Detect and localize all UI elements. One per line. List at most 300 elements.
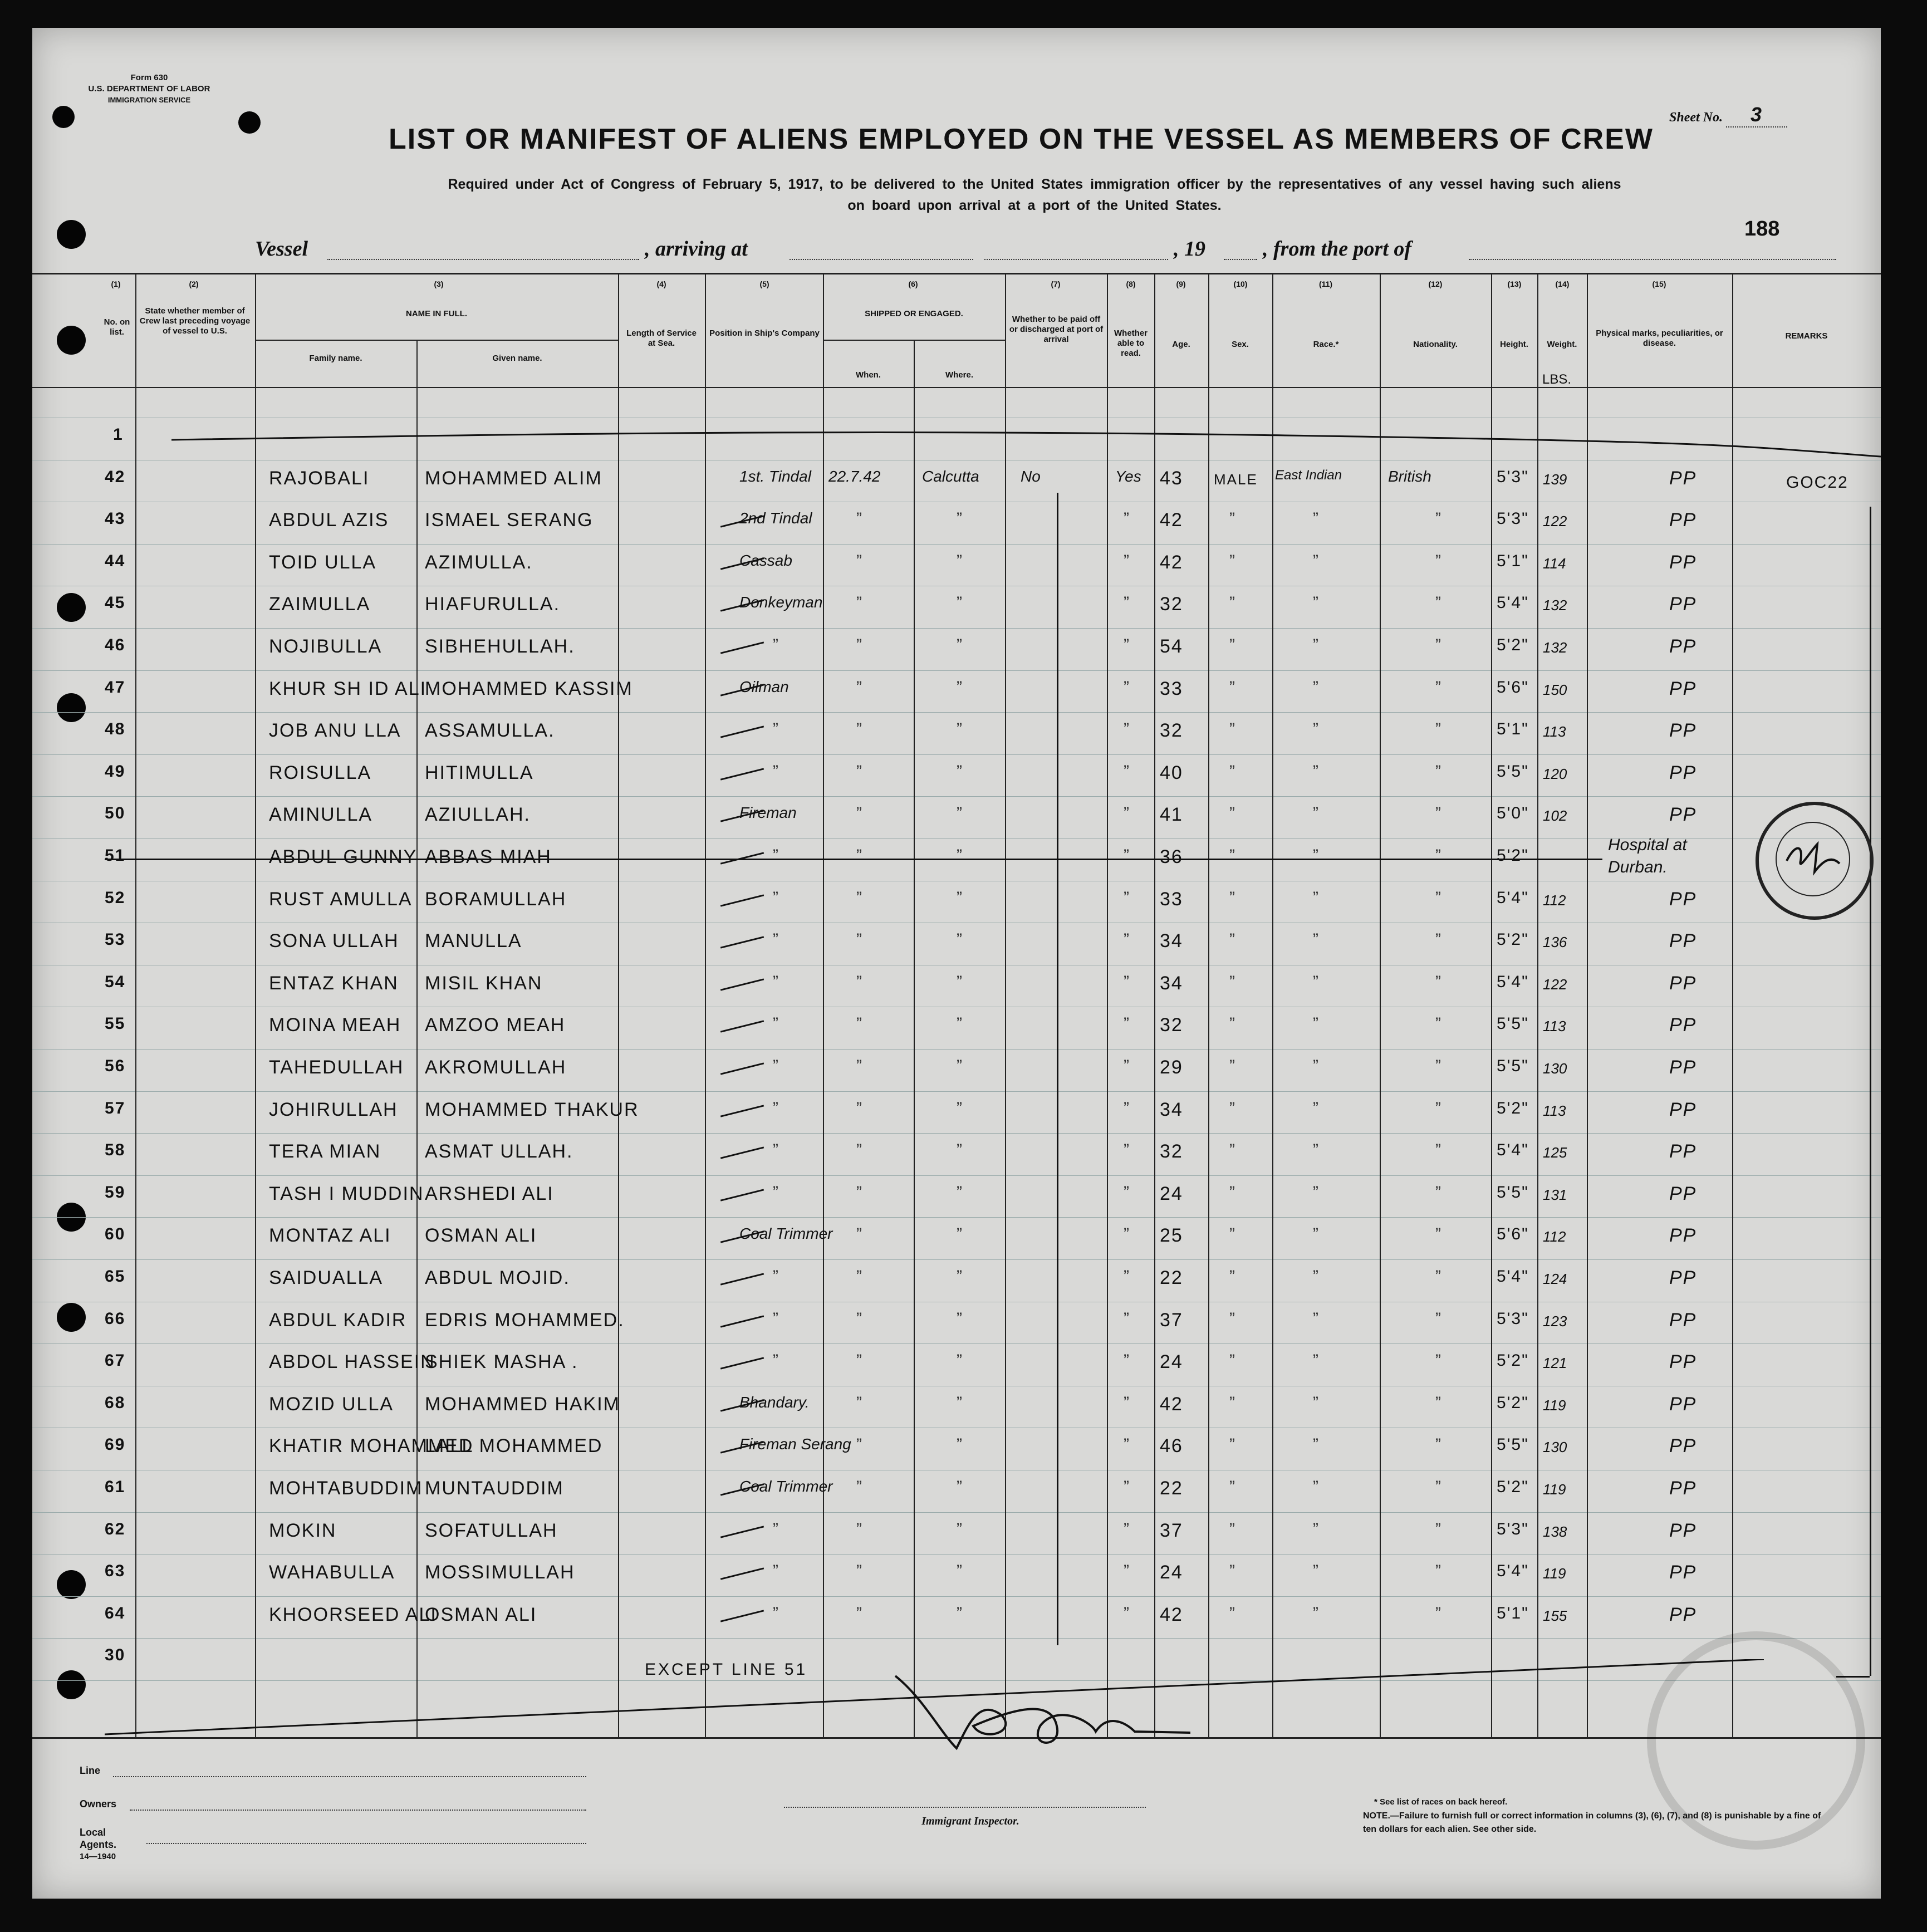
shipped-when-ditto: ” bbox=[856, 804, 863, 823]
given-name-cell: HITIMULLA bbox=[425, 762, 534, 783]
consul-initials bbox=[1784, 838, 1845, 877]
line-number-cell: 56 bbox=[105, 1057, 126, 1075]
family-name-cell: TAHEDULLAH bbox=[269, 1057, 404, 1078]
sex-ditto: ” bbox=[1229, 678, 1236, 697]
table-row bbox=[32, 1596, 1881, 1637]
height-cell: 5'6" bbox=[1497, 678, 1529, 697]
race-ditto: ” bbox=[1313, 720, 1320, 739]
sex-ditto: ” bbox=[1229, 1309, 1236, 1328]
shipped-where-ditto: ” bbox=[957, 1225, 963, 1244]
height-cell: 5'1" bbox=[1497, 551, 1529, 570]
table-row bbox=[32, 838, 1881, 880]
position-cell: Coal Trimmer bbox=[739, 1478, 833, 1495]
weight-cell: 124 bbox=[1543, 1271, 1567, 1287]
nationality-ditto: ” bbox=[1435, 594, 1442, 612]
line-number-cell: 60 bbox=[105, 1225, 126, 1244]
nationality-ditto: ” bbox=[1435, 804, 1442, 823]
race-ditto: ” bbox=[1313, 1393, 1320, 1412]
able-to-read-ditto: ” bbox=[1124, 1014, 1130, 1033]
race-ditto: ” bbox=[1313, 509, 1320, 528]
shipped-when-ditto: ” bbox=[856, 1478, 863, 1496]
position-ditto: ” bbox=[773, 762, 779, 781]
family-name-cell: ABDUL KADIR bbox=[269, 1309, 407, 1331]
table-row bbox=[32, 1302, 1881, 1343]
height-cell: 5'0" bbox=[1497, 804, 1529, 823]
line-number-cell: 69 bbox=[105, 1435, 126, 1454]
physical-marks-cell: PP bbox=[1669, 1519, 1697, 1541]
able-to-read-ditto: ” bbox=[1124, 972, 1130, 991]
position-dash-mark bbox=[720, 1062, 764, 1075]
table-row bbox=[32, 754, 1881, 796]
header-shipped: SHIPPED OR ENGAGED. bbox=[865, 309, 963, 318]
family-name-cell: KHUR SH ID ALI bbox=[269, 678, 427, 699]
family-name-cell: MOZID ULLA bbox=[269, 1393, 394, 1415]
given-name-cell: EDRIS MOHAMMED. bbox=[425, 1309, 625, 1331]
table-row bbox=[32, 1175, 1881, 1217]
header-length-service: Length of Service at Sea. bbox=[626, 328, 697, 348]
position-cell: Fireman Serang bbox=[739, 1435, 851, 1453]
physical-marks-cell: PP bbox=[1669, 1267, 1697, 1288]
physical-marks-cell: PP bbox=[1669, 1351, 1697, 1373]
race-cell: East Indian bbox=[1275, 467, 1342, 483]
table-row bbox=[32, 1133, 1881, 1174]
weight-cell: 113 bbox=[1543, 1102, 1566, 1119]
struck-through-line bbox=[105, 859, 1602, 860]
nationality-ditto: ” bbox=[1435, 1225, 1442, 1244]
position-dash-mark bbox=[720, 978, 764, 990]
line-number-cell: 61 bbox=[105, 1478, 126, 1496]
table-row bbox=[32, 1428, 1881, 1469]
header-weight-unit: LBS. bbox=[1542, 372, 1572, 387]
arriving-label: , arriving at bbox=[645, 237, 748, 261]
able-to-read-ditto: ” bbox=[1124, 1309, 1130, 1328]
shipped-where-ditto: ” bbox=[957, 1267, 963, 1286]
physical-marks-cell: Hospital at Durban. bbox=[1608, 836, 1687, 876]
sex-ditto: ” bbox=[1229, 594, 1236, 612]
race-ditto: ” bbox=[1313, 1183, 1320, 1202]
shipped-when-ditto: ” bbox=[856, 1267, 863, 1286]
footer-owners-field bbox=[130, 1810, 586, 1811]
line-number-cell: 43 bbox=[105, 509, 126, 528]
header-able-read: Whether able to read. bbox=[1114, 328, 1148, 358]
line-number-cell: 66 bbox=[105, 1309, 126, 1328]
footer-owners-label: Owners bbox=[80, 1798, 117, 1810]
shipped-where-ditto: ” bbox=[957, 551, 963, 570]
physical-marks-cell: PP bbox=[1669, 636, 1697, 657]
weight-cell: 150 bbox=[1543, 681, 1567, 698]
ditto-line bbox=[1057, 493, 1058, 1645]
able-to-read-cell: Yes bbox=[1115, 467, 1141, 485]
shipped-where-ditto: ” bbox=[957, 720, 963, 739]
shipped-where-ditto: ” bbox=[957, 972, 963, 991]
header-physical-marks: Physical marks, peculiarities, or disease. bbox=[1596, 328, 1723, 348]
height-cell: 5'5" bbox=[1497, 1435, 1529, 1454]
race-ditto: ” bbox=[1313, 1309, 1320, 1328]
shipped-where-ditto: ” bbox=[957, 1141, 963, 1160]
age-cell: 34 bbox=[1160, 1099, 1183, 1120]
able-to-read-ditto: ” bbox=[1124, 804, 1130, 823]
column-number: (8) bbox=[1126, 279, 1136, 288]
form-identifier bbox=[66, 72, 233, 106]
shipped-when-ditto: ” bbox=[856, 551, 863, 570]
height-cell: 5'2" bbox=[1497, 1351, 1529, 1370]
age-cell: 37 bbox=[1160, 1309, 1183, 1331]
physical-marks-cell: PP bbox=[1669, 678, 1697, 699]
weight-cell: 122 bbox=[1543, 513, 1567, 530]
race-ditto: ” bbox=[1313, 762, 1320, 781]
footer-line bbox=[80, 1765, 100, 1777]
able-to-read-ditto: ” bbox=[1124, 1562, 1130, 1581]
paid-off-cell: No bbox=[1021, 467, 1041, 485]
vessel-line bbox=[255, 237, 1836, 264]
given-name-cell: MOSSIMULLAH bbox=[425, 1562, 575, 1583]
weight-cell: 130 bbox=[1543, 1060, 1567, 1077]
footer-agents-label: Local Agents. bbox=[80, 1827, 117, 1850]
given-name-cell: MOHAMMED ALIM bbox=[425, 467, 602, 489]
shipped-when-cell: 22.7.42 bbox=[828, 467, 881, 485]
weight-cell: 138 bbox=[1543, 1523, 1567, 1540]
shipped-where-ditto: ” bbox=[957, 1014, 963, 1033]
age-cell: 42 bbox=[1160, 551, 1183, 573]
header-where: Where. bbox=[945, 370, 973, 380]
position-dash-mark bbox=[720, 641, 764, 654]
family-name-cell: JOHIRULLAH bbox=[269, 1099, 398, 1120]
able-to-read-ditto: ” bbox=[1124, 1057, 1130, 1075]
position-dash-mark bbox=[720, 726, 764, 738]
height-cell: 5'4" bbox=[1497, 972, 1529, 991]
line-number-cell: 1 bbox=[113, 425, 124, 444]
service-name: IMMIGRATION SERVICE bbox=[107, 96, 191, 104]
race-ditto: ” bbox=[1313, 804, 1320, 823]
vessel-label: Vessel bbox=[255, 237, 308, 261]
line-number-cell: 51 bbox=[105, 846, 126, 865]
family-name-cell: KHOORSEED ALI bbox=[269, 1604, 437, 1625]
position-dash-mark bbox=[720, 936, 764, 949]
able-to-read-ditto: ” bbox=[1124, 1435, 1130, 1454]
shipped-when-ditto: ” bbox=[856, 1309, 863, 1328]
race-ditto: ” bbox=[1313, 1604, 1320, 1622]
family-name-cell: ZAIMULLA bbox=[269, 594, 371, 615]
name-subdivider bbox=[255, 340, 618, 341]
race-ditto: ” bbox=[1313, 1014, 1320, 1033]
given-name-cell: ABBAS MIAH bbox=[425, 846, 552, 867]
shipped-where-ditto: ” bbox=[957, 762, 963, 781]
able-to-read-ditto: ” bbox=[1124, 888, 1130, 907]
family-name-cell: JOB ANU LLA bbox=[269, 720, 401, 742]
family-name-cell: AMINULLA bbox=[269, 804, 373, 826]
given-name-cell: BORAMULLAH bbox=[425, 888, 567, 910]
line-number-cell: 53 bbox=[105, 930, 126, 949]
shipped-when-ditto: ” bbox=[856, 972, 863, 991]
family-name-cell: TERA MIAN bbox=[269, 1141, 381, 1163]
physical-marks-cell: PP bbox=[1669, 1604, 1697, 1625]
sex-ditto: ” bbox=[1229, 509, 1236, 528]
family-name-cell: KHATIR MOHAMMED bbox=[269, 1435, 474, 1457]
table-row bbox=[32, 1512, 1881, 1553]
height-cell: 5'2" bbox=[1497, 1393, 1529, 1412]
height-cell: 5'1" bbox=[1497, 1604, 1529, 1622]
shipped-where-ditto: ” bbox=[957, 846, 963, 865]
physical-marks-cell: PP bbox=[1669, 1057, 1697, 1078]
shipped-where-cell: Calcutta bbox=[922, 467, 979, 485]
sex-ditto: ” bbox=[1229, 1183, 1236, 1202]
table-row bbox=[32, 502, 1881, 543]
age-cell: 36 bbox=[1160, 846, 1183, 867]
physical-marks-cell: PP bbox=[1669, 1225, 1697, 1247]
physical-marks-cell: PP bbox=[1669, 1478, 1697, 1499]
table-row bbox=[32, 796, 1881, 837]
shipped-when-ditto: ” bbox=[856, 1519, 863, 1538]
date-field bbox=[984, 259, 1168, 260]
sex-ditto: ” bbox=[1229, 888, 1236, 907]
remarks-bracket bbox=[1870, 507, 1871, 1676]
height-cell: 5'5" bbox=[1497, 1183, 1529, 1202]
family-name-cell: MOINA MEAH bbox=[269, 1014, 401, 1036]
weight-cell: 132 bbox=[1543, 597, 1567, 614]
column-number: (2) bbox=[189, 279, 199, 288]
footer-form-code: 14—1940 bbox=[80, 1852, 116, 1861]
weight-cell: 125 bbox=[1543, 1144, 1567, 1161]
weight-cell: 136 bbox=[1543, 934, 1567, 951]
shipped-where-ditto: ” bbox=[957, 1057, 963, 1075]
weight-cell: 112 bbox=[1543, 891, 1566, 909]
physical-marks-cell: PP bbox=[1669, 804, 1697, 826]
position-dash-mark bbox=[720, 1021, 764, 1033]
table-row bbox=[32, 586, 1881, 627]
age-cell: 25 bbox=[1160, 1225, 1183, 1247]
line-number-cell: 62 bbox=[105, 1519, 126, 1538]
family-name-cell: RUST AMULLA bbox=[269, 888, 413, 910]
age-cell: 24 bbox=[1160, 1183, 1183, 1204]
nationality-ditto: ” bbox=[1435, 1099, 1442, 1117]
position-dash-mark bbox=[720, 1568, 764, 1580]
sex-ditto: ” bbox=[1229, 720, 1236, 739]
shipped-when-ditto: ” bbox=[856, 1604, 863, 1622]
position-dash-mark bbox=[720, 894, 764, 906]
given-name-cell: LALL MOHAMMED bbox=[425, 1435, 603, 1457]
inspector-label: Immigrant Inspector. bbox=[921, 1815, 1019, 1827]
given-name-cell: ISMAEL SERANG bbox=[425, 509, 594, 531]
position-ditto: ” bbox=[773, 1099, 779, 1117]
shipped-when-ditto: ” bbox=[856, 594, 863, 612]
age-cell: 34 bbox=[1160, 930, 1183, 952]
able-to-read-ditto: ” bbox=[1124, 636, 1130, 654]
shipped-when-ditto: ” bbox=[856, 1057, 863, 1075]
row-one-line bbox=[171, 418, 1881, 462]
position-ditto: ” bbox=[773, 1014, 779, 1033]
given-name-cell: AZIULLAH. bbox=[425, 804, 531, 826]
age-cell: 41 bbox=[1160, 804, 1183, 826]
header-when: When. bbox=[856, 370, 881, 380]
shipped-where-ditto: ” bbox=[957, 594, 963, 612]
shipped-where-ditto: ” bbox=[957, 636, 963, 654]
position-ditto: ” bbox=[773, 636, 779, 654]
line-number-cell: 52 bbox=[105, 888, 126, 907]
race-note: * See list of races on back hereof. bbox=[1374, 1797, 1508, 1807]
column-number: (5) bbox=[759, 279, 769, 288]
header-family-name: Family name. bbox=[309, 354, 362, 363]
closing-note: EXCEPT LINE 51 bbox=[645, 1660, 808, 1679]
family-name-cell: ROISULLA bbox=[269, 762, 372, 783]
position-dash-mark bbox=[720, 1273, 764, 1285]
position-cell: Coal Trimmer bbox=[739, 1225, 833, 1243]
shipped-subdivider bbox=[823, 340, 1005, 341]
table-row bbox=[32, 670, 1881, 712]
vessel-field bbox=[327, 259, 639, 260]
physical-marks-cell: PP bbox=[1669, 1562, 1697, 1583]
nationality-ditto: ” bbox=[1435, 1478, 1442, 1496]
nationality-ditto: ” bbox=[1435, 1351, 1442, 1370]
able-to-read-ditto: ” bbox=[1124, 1267, 1130, 1286]
column-number: (1) bbox=[111, 279, 121, 288]
nationality-ditto: ” bbox=[1435, 1267, 1442, 1286]
age-cell: 32 bbox=[1160, 720, 1183, 742]
given-name-cell: MANULLA bbox=[425, 930, 522, 952]
height-cell: 5'4" bbox=[1497, 1141, 1529, 1160]
given-name-cell: ARSHEDI ALI bbox=[425, 1183, 554, 1204]
column-number: (3) bbox=[434, 279, 444, 288]
penalty-note: NOTE.—Failure to furnish full or correct information in columns (3), (6), (7), and (8) is punishable by a fine of ten dollars for each alien. See other side. bbox=[1363, 1811, 1821, 1834]
subtitle-line-2: on board upon arrival at a port of the United States. bbox=[847, 198, 1222, 213]
year-label: , 19 bbox=[1174, 237, 1205, 261]
race-ditto: ” bbox=[1313, 1519, 1320, 1538]
race-ditto: ” bbox=[1313, 846, 1320, 865]
header-given-name: Given name. bbox=[492, 354, 542, 363]
footer-agents bbox=[80, 1826, 117, 1851]
shipped-where-ditto: ” bbox=[957, 1562, 963, 1581]
able-to-read-ditto: ” bbox=[1124, 1099, 1130, 1117]
table-row bbox=[32, 712, 1881, 753]
year-field bbox=[1224, 259, 1257, 260]
position-cell: Fireman bbox=[739, 804, 797, 822]
line-number-cell: 50 bbox=[105, 804, 126, 823]
race-ditto: ” bbox=[1313, 678, 1320, 697]
sex-ditto: ” bbox=[1229, 1014, 1236, 1033]
age-cell: 32 bbox=[1160, 1014, 1183, 1036]
height-cell: 5'2" bbox=[1497, 846, 1529, 865]
table-row bbox=[32, 965, 1881, 1006]
nationality-ditto: ” bbox=[1435, 1057, 1442, 1075]
physical-marks-cell: PP bbox=[1669, 1141, 1697, 1163]
height-cell: 5'4" bbox=[1497, 1267, 1529, 1286]
age-cell: 46 bbox=[1160, 1435, 1183, 1457]
height-cell: 5'2" bbox=[1497, 636, 1529, 654]
position-ditto: ” bbox=[773, 930, 779, 949]
line-number-cell: 67 bbox=[105, 1351, 126, 1370]
position-ditto: ” bbox=[773, 1057, 779, 1075]
punch-hole bbox=[57, 326, 86, 355]
position-ditto: ” bbox=[773, 846, 779, 865]
race-ditto: ” bbox=[1313, 1267, 1320, 1286]
shipped-where-ditto: ” bbox=[957, 1099, 963, 1117]
height-cell: 5'2" bbox=[1497, 1099, 1529, 1117]
sex-ditto: ” bbox=[1229, 1519, 1236, 1538]
nationality-ditto: ” bbox=[1435, 846, 1442, 865]
physical-marks-cell: PP bbox=[1669, 594, 1697, 615]
race-ditto: ” bbox=[1313, 551, 1320, 570]
table-row bbox=[32, 1049, 1881, 1090]
header-nationality: Nationality. bbox=[1413, 340, 1458, 349]
table-row bbox=[32, 1091, 1881, 1132]
physical-marks-cell: PP bbox=[1669, 1393, 1697, 1415]
weight-cell: 112 bbox=[1543, 1228, 1566, 1245]
position-ditto: ” bbox=[773, 888, 779, 907]
column-number: (15) bbox=[1652, 279, 1666, 288]
race-ditto: ” bbox=[1313, 1141, 1320, 1160]
consulate-stamp bbox=[1756, 802, 1874, 920]
nationality-ditto: ” bbox=[1435, 1014, 1442, 1033]
header-weight: Weight. bbox=[1547, 340, 1577, 349]
able-to-read-ditto: ” bbox=[1124, 1604, 1130, 1622]
race-ditto: ” bbox=[1313, 1099, 1320, 1117]
race-ditto: ” bbox=[1313, 930, 1320, 949]
height-cell: 5'3" bbox=[1497, 1519, 1529, 1538]
shipped-where-ditto: ” bbox=[957, 804, 963, 823]
position-ditto: ” bbox=[773, 1309, 779, 1328]
weight-cell: 113 bbox=[1543, 1018, 1566, 1035]
family-name-cell: ENTAZ KHAN bbox=[269, 972, 399, 994]
table-row bbox=[32, 1007, 1881, 1048]
physical-marks-cell: PP bbox=[1669, 1309, 1697, 1331]
age-cell: 54 bbox=[1160, 636, 1183, 657]
race-ditto: ” bbox=[1313, 888, 1320, 907]
line-number-cell: 30 bbox=[105, 1646, 126, 1665]
header-remarks: REMARKS bbox=[1785, 331, 1828, 341]
shipped-when-ditto: ” bbox=[856, 636, 863, 654]
shipped-where-ditto: ” bbox=[957, 1393, 963, 1412]
shipped-when-ditto: ” bbox=[856, 1141, 863, 1160]
position-cell: Oilman bbox=[739, 678, 789, 695]
weight-cell: 123 bbox=[1543, 1312, 1567, 1330]
shipped-where-ditto: ” bbox=[957, 1183, 963, 1202]
family-name-cell: ABDUL AZIS bbox=[269, 509, 389, 531]
able-to-read-ditto: ” bbox=[1124, 594, 1130, 612]
line-number-cell: 65 bbox=[105, 1267, 126, 1286]
position-cell: 1st. Tindal bbox=[739, 467, 811, 485]
shipped-when-ditto: ” bbox=[856, 846, 863, 865]
punch-hole bbox=[52, 106, 75, 128]
header-position: Position in Ship's Company bbox=[709, 328, 820, 338]
physical-marks-cell: PP bbox=[1669, 930, 1697, 952]
column-number: (9) bbox=[1176, 279, 1186, 288]
height-cell: 5'5" bbox=[1497, 1014, 1529, 1033]
line-number-cell: 45 bbox=[105, 594, 126, 612]
arriving-field bbox=[790, 259, 973, 260]
family-name-cell: NOJIBULLA bbox=[269, 636, 383, 657]
line-number-cell: 54 bbox=[105, 972, 126, 991]
inspector-signature bbox=[890, 1665, 1202, 1754]
age-cell: 42 bbox=[1160, 1604, 1183, 1625]
table-row bbox=[32, 1470, 1881, 1511]
family-name-cell: SAIDUALLA bbox=[269, 1267, 384, 1288]
nationality-ditto: ” bbox=[1435, 1393, 1442, 1412]
column-number: (10) bbox=[1233, 279, 1248, 288]
subtitle-line-1: Required under Act of Congress of February 5, 1917, to be delivered to the United States immigration officer by the representatives of any vessel having such aliens bbox=[448, 176, 1621, 192]
given-name-cell: AZIMULLA. bbox=[425, 551, 533, 573]
race-ditto: ” bbox=[1313, 594, 1320, 612]
age-cell: 22 bbox=[1160, 1267, 1183, 1288]
nationality-ditto: ” bbox=[1435, 509, 1442, 528]
line-number-cell: 44 bbox=[105, 551, 126, 570]
sex-ditto: ” bbox=[1229, 1225, 1236, 1244]
height-cell: 5'2" bbox=[1497, 1478, 1529, 1496]
manifest-sheet bbox=[32, 28, 1881, 1899]
physical-marks-cell: PP bbox=[1669, 972, 1697, 994]
age-cell: 43 bbox=[1160, 467, 1183, 489]
line-number-cell: 49 bbox=[105, 762, 126, 781]
race-ditto: ” bbox=[1313, 1478, 1320, 1496]
position-ditto: ” bbox=[773, 1562, 779, 1581]
